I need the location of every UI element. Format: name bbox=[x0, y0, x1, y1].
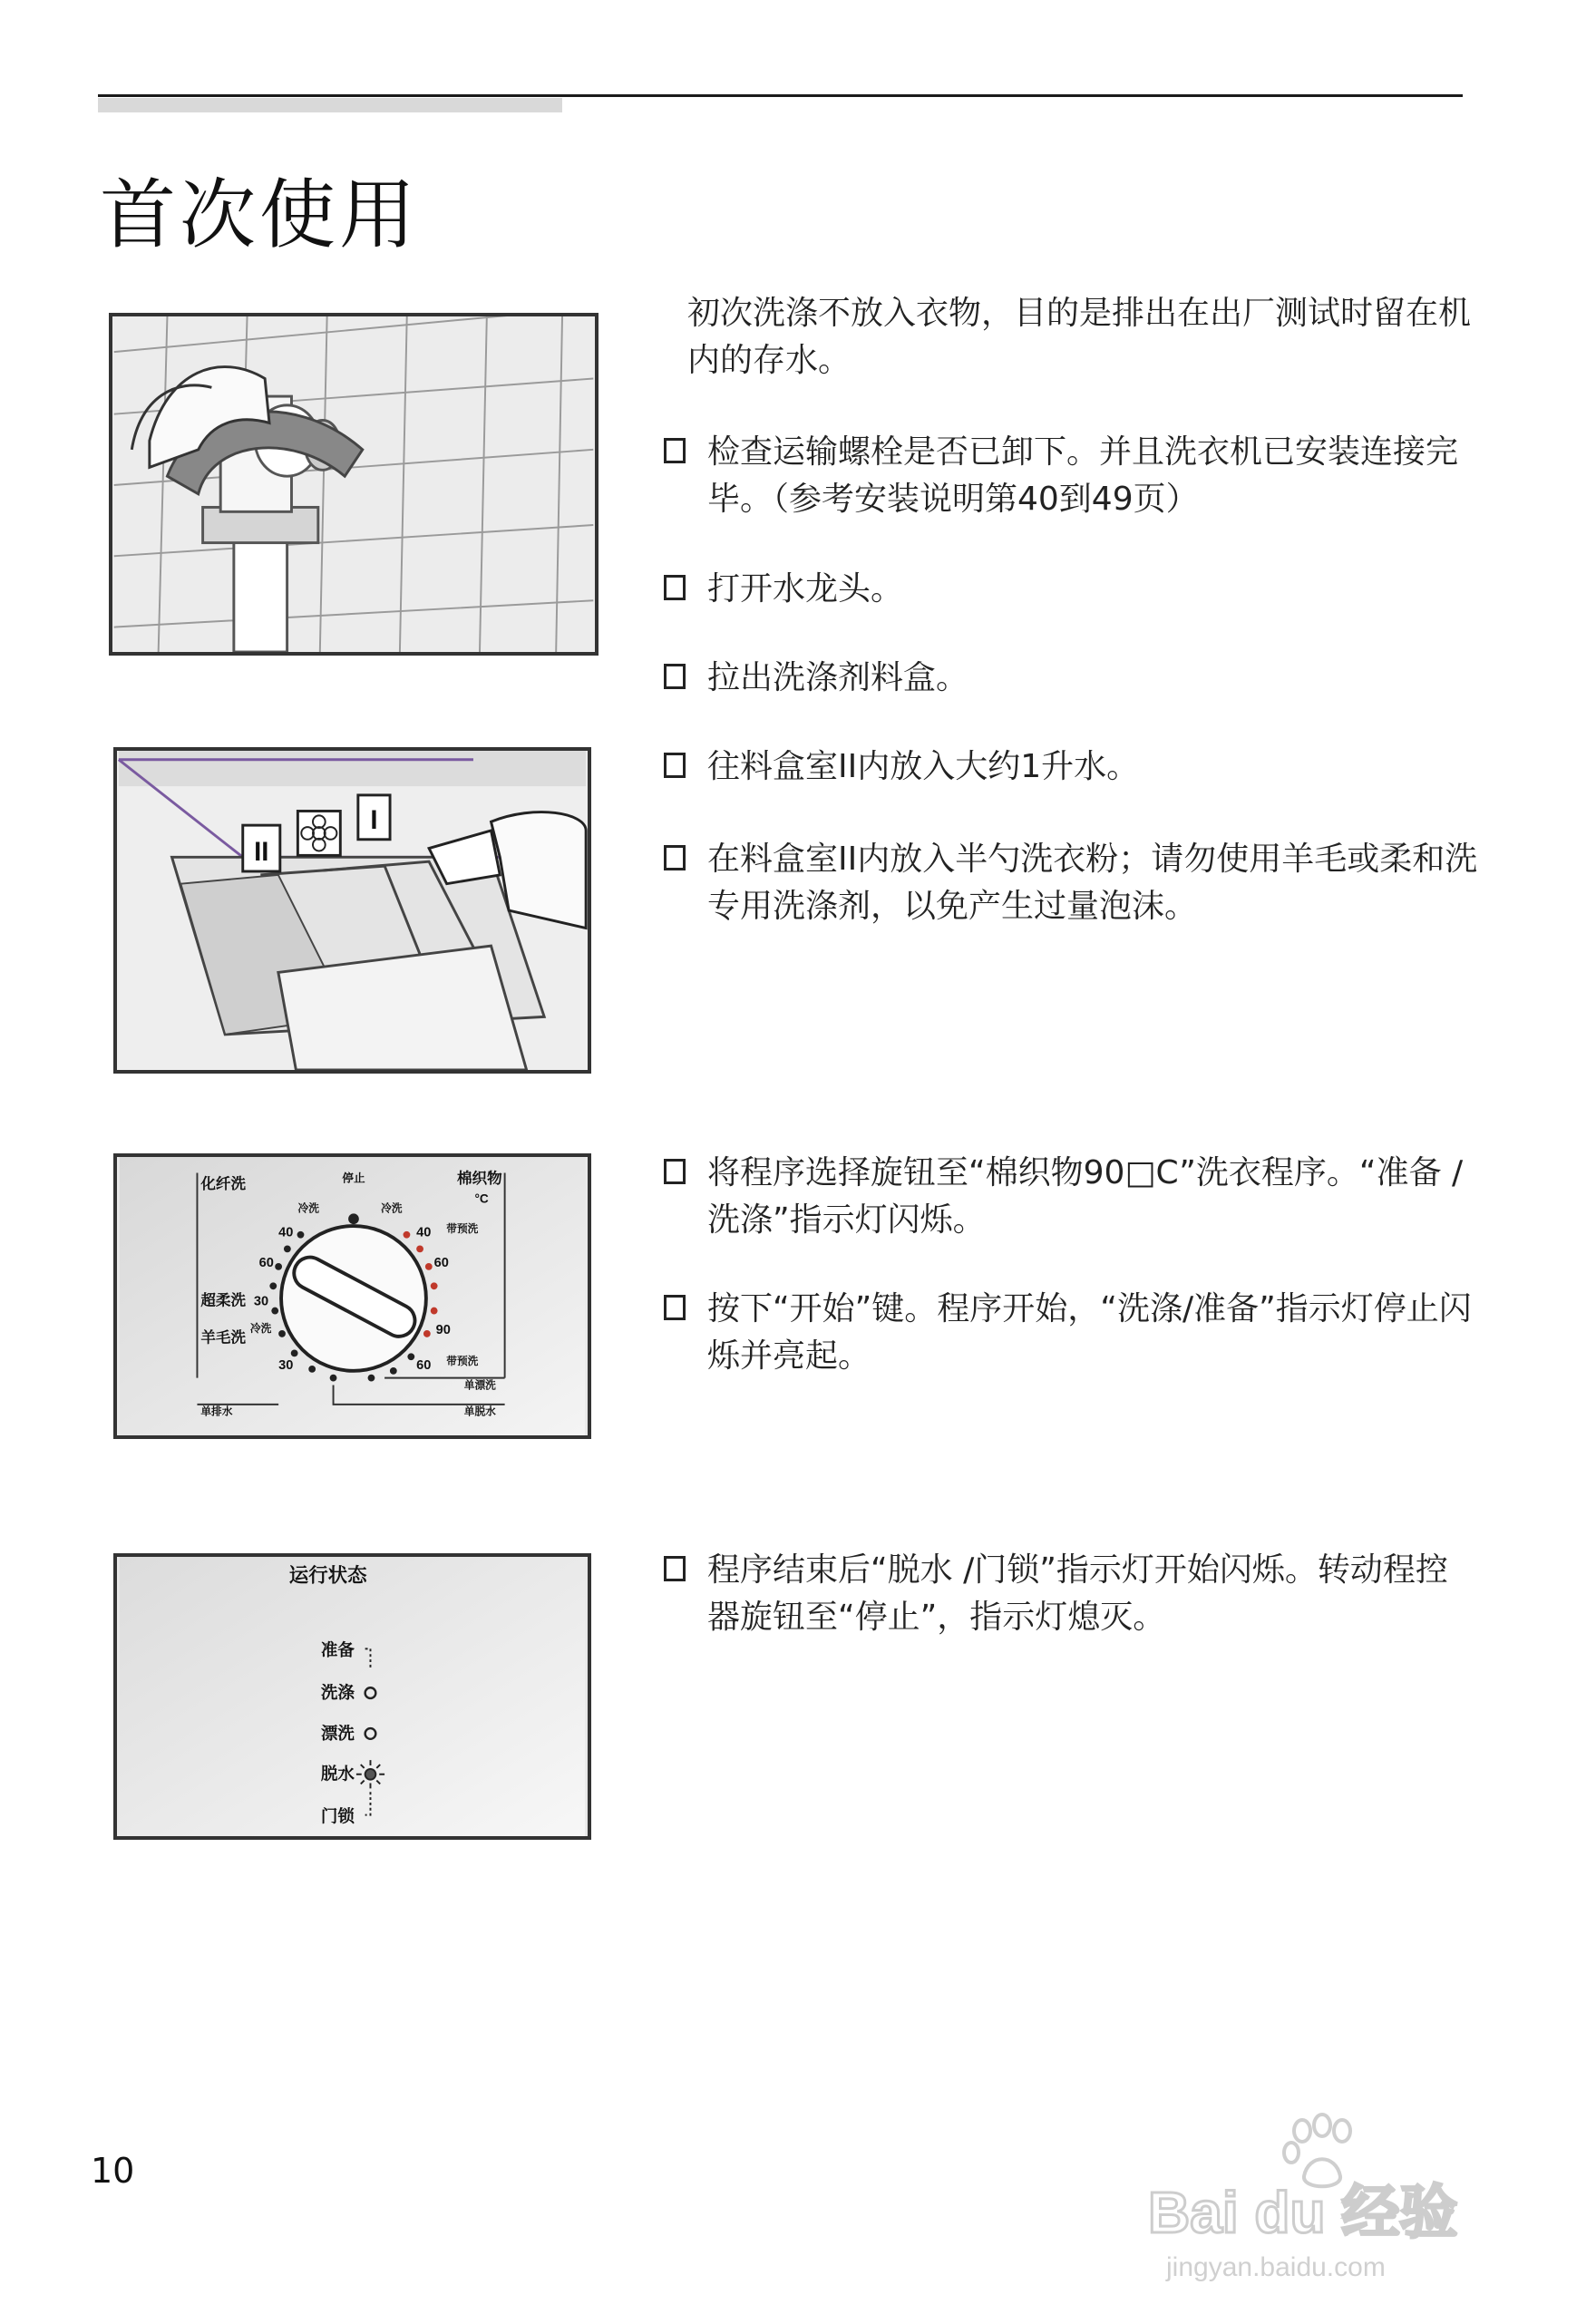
dial-label-cold-wool: 冷洗 bbox=[249, 1322, 272, 1335]
page-number: 10 bbox=[91, 2151, 135, 2191]
dial-temp-left-40: 40 bbox=[278, 1225, 294, 1240]
checkbox-icon bbox=[664, 1159, 686, 1184]
step-text: 程序结束后“脱水 /门锁”指示灯开始闪烁。转动程控器旋钮至“停止”，指示灯熄灭。 bbox=[707, 1551, 1448, 1636]
checkbox-icon bbox=[664, 845, 686, 870]
dial-label-super-gentle: 超柔洗 bbox=[200, 1291, 247, 1309]
paw-icon bbox=[1284, 2115, 1350, 2186]
indicator-label-lock: 门锁 bbox=[320, 1806, 355, 1826]
step-text: 检查运输螺栓是否已卸下。并且洗衣机已安装连接完毕。（参考安装说明第40到49页） bbox=[707, 433, 1459, 518]
step-text: 打开水龙头。 bbox=[707, 570, 904, 608]
dial-panel bbox=[117, 1157, 588, 1435]
baidu-logo bbox=[1141, 2113, 1522, 2285]
dial-label-celsius: °C bbox=[474, 1191, 489, 1206]
dial-temp-right-90: 90 bbox=[435, 1322, 451, 1337]
dial-label-single-drain: 单排水 bbox=[200, 1405, 233, 1418]
status-header: 运行状态 bbox=[288, 1564, 367, 1587]
step-text: 在料盒室II内放入半勺洗衣粉；请勿使用羊毛或柔和洗专用洗涤剂，以免产生过量泡沫。 bbox=[707, 841, 1478, 925]
watermark-url: jingyan.baidu.com bbox=[1166, 2252, 1386, 2282]
dial-label-stop: 停止 bbox=[342, 1172, 365, 1185]
dial-label-cold-right: 冷洗 bbox=[381, 1202, 403, 1215]
indicator-label-prepare: 准备 bbox=[320, 1640, 355, 1660]
watermark-brand: Bai du 经验 bbox=[1148, 2180, 1458, 2245]
dial-label-synthetic: 化纤洗 bbox=[200, 1175, 247, 1193]
dial-temp-left-30b: 30 bbox=[278, 1357, 294, 1373]
figure-program-dial bbox=[113, 1153, 591, 1439]
indicator-label-rinse: 漂洗 bbox=[320, 1723, 355, 1743]
dial-temp-left-30: 30 bbox=[253, 1294, 269, 1309]
checkbox-icon bbox=[664, 1556, 686, 1581]
top-rule-band bbox=[98, 98, 562, 112]
baidu-watermark bbox=[1141, 2113, 1522, 2285]
indicator-label-wash: 洗涤 bbox=[320, 1682, 355, 1702]
drawer-label-ii: II bbox=[254, 837, 269, 868]
drawer-label-i: I bbox=[370, 805, 378, 836]
figure-faucet bbox=[109, 313, 598, 656]
checkbox-icon bbox=[664, 1295, 686, 1320]
checkbox-icon bbox=[664, 438, 686, 463]
dial-label-single-spin: 单脱水 bbox=[463, 1405, 496, 1418]
checkbox-icon bbox=[664, 664, 686, 689]
faucet-illustration bbox=[112, 316, 595, 652]
dial-temp-left-60: 60 bbox=[258, 1255, 274, 1270]
dial-label-prewash-top: 带预洗 bbox=[446, 1222, 479, 1235]
step-text: 拉出洗涤剂料盒。 bbox=[707, 659, 969, 696]
figure-detergent-drawer bbox=[113, 747, 591, 1074]
checkbox-icon bbox=[664, 575, 686, 600]
dial-label-wool: 羊毛洗 bbox=[200, 1328, 247, 1347]
indicator-label-spin: 脱水 bbox=[320, 1764, 355, 1784]
status-panel bbox=[117, 1557, 588, 1836]
step-text: 将程序选择旋钮至“棉织物90□C”洗衣程序。“准备 /洗涤”指示灯闪烁。 bbox=[707, 1154, 1464, 1239]
dial-label-cotton: 棉织物 bbox=[456, 1170, 502, 1188]
top-rule bbox=[98, 94, 1463, 97]
drawer-illustration bbox=[117, 751, 588, 1070]
step-text: 往料盒室II内放入大约1升水。 bbox=[707, 748, 1140, 785]
page-title: 首次使用 bbox=[100, 170, 420, 259]
dial-label-cold-left: 冷洗 bbox=[297, 1202, 319, 1215]
step-text: 按下“开始”键。程序开始，“洗涤/准备”指示灯停止闪烁并亮起。 bbox=[707, 1290, 1472, 1375]
dial-temp-right-60b: 60 bbox=[416, 1357, 432, 1373]
dial-temp-right-40: 40 bbox=[416, 1225, 432, 1240]
intro-paragraph: 初次洗涤不放入衣物，目的是排出在出厂测试时留在机内的存水。 bbox=[687, 295, 1472, 379]
dial-temp-right-60: 60 bbox=[433, 1255, 449, 1270]
figure-status-panel bbox=[113, 1553, 591, 1840]
dial-label-prewash-bottom: 带预洗 bbox=[446, 1356, 479, 1368]
dial-label-single-rinse: 单漂洗 bbox=[463, 1379, 496, 1392]
checkbox-icon bbox=[664, 753, 686, 778]
